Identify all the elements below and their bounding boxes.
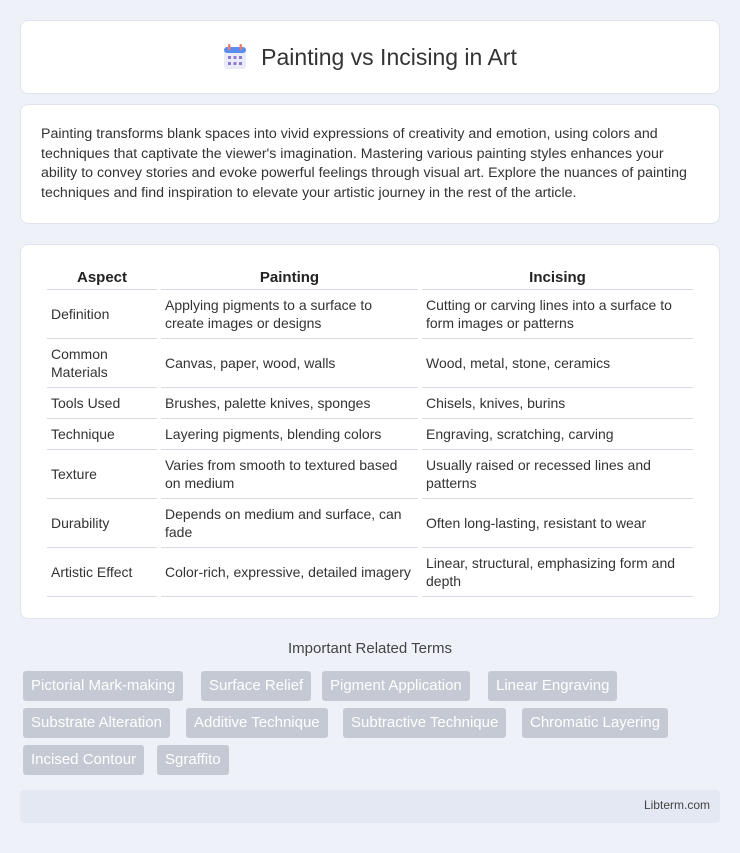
incising-cell: Engraving, scratching, carving bbox=[422, 419, 693, 450]
incising-cell: Linear, structural, emphasizing form and depth bbox=[422, 548, 693, 597]
related-terms-title: Important Related Terms bbox=[288, 640, 452, 657]
table-row bbox=[47, 290, 693, 339]
incising-cell: Cutting or carving lines into a surface to form images or patterns bbox=[422, 290, 693, 339]
related-term-tag[interactable]: Surface Relief bbox=[201, 671, 311, 701]
aspect-cell: Technique bbox=[47, 419, 157, 450]
table-row bbox=[47, 388, 693, 419]
incising-cell: Usually raised or recessed lines and patterns bbox=[422, 450, 693, 499]
aspect-cell: Tools Used bbox=[47, 388, 157, 419]
painting-cell: Canvas, paper, wood, walls bbox=[161, 339, 418, 388]
incising-cell: Wood, metal, stone, ceramics bbox=[422, 339, 693, 388]
related-term-tag[interactable]: Pictorial Mark-making bbox=[23, 671, 183, 701]
table-row bbox=[47, 339, 693, 388]
comparison-table bbox=[43, 265, 697, 597]
painting-cell: Color-rich, expressive, detailed imagery bbox=[161, 548, 418, 597]
aspect-cell: Texture bbox=[47, 450, 157, 499]
aspect-cell: Common Materials bbox=[47, 339, 157, 388]
incising-cell: Chisels, knives, burins bbox=[422, 388, 693, 419]
comparison-card bbox=[20, 244, 720, 619]
table-row bbox=[47, 419, 693, 450]
header-card bbox=[20, 20, 720, 94]
column-header: Incising bbox=[422, 265, 693, 290]
table-row bbox=[47, 450, 693, 499]
related-term-tag[interactable]: Incised Contour bbox=[23, 745, 144, 775]
page-title: Painting vs Incising in Art bbox=[261, 43, 517, 70]
related-term-tag[interactable]: Additive Technique bbox=[186, 708, 328, 738]
aspect-cell: Definition bbox=[47, 290, 157, 339]
aspect-cell: Durability bbox=[47, 499, 157, 548]
intro-card bbox=[20, 104, 720, 224]
related-term-tag[interactable]: Pigment Application bbox=[322, 671, 470, 701]
footer bbox=[20, 790, 720, 823]
intro-text: Painting transforms blank spaces into vivid expressions of creativity and emotion, using colors and techniques that captivate the viewer's imagination. Mastering various painting styles enhances your ability to convey stories and evoke powerful feelings through visual art. Explore the nuances of painting techniques and find inspiration to elevate your artistic journey in the rest of the article. bbox=[41, 126, 687, 201]
calendar-grid-icon bbox=[223, 44, 247, 70]
painting-cell: Applying pigments to a surface to create images or designs bbox=[161, 290, 418, 339]
aspect-cell: Artistic Effect bbox=[47, 548, 157, 597]
related-term-tag[interactable]: Subtractive Technique bbox=[343, 708, 506, 738]
column-header: Painting bbox=[161, 265, 418, 290]
related-term-tag[interactable]: Linear Engraving bbox=[488, 671, 617, 701]
painting-cell: Varies from smooth to textured based on medium bbox=[161, 450, 418, 499]
painting-cell: Depends on medium and surface, can fade bbox=[161, 499, 418, 548]
related-term-tag[interactable]: Chromatic Layering bbox=[522, 708, 668, 738]
related-term-tag[interactable]: Substrate Alteration bbox=[23, 708, 170, 738]
incising-cell: Often long-lasting, resistant to wear bbox=[422, 499, 693, 548]
painting-cell: Brushes, palette knives, sponges bbox=[161, 388, 418, 419]
table-row bbox=[47, 548, 693, 597]
footer-source[interactable]: Libterm.com bbox=[643, 798, 710, 812]
table-row bbox=[47, 499, 693, 548]
painting-cell: Layering pigments, blending colors bbox=[161, 419, 418, 450]
related-term-tag[interactable]: Sgraffito bbox=[157, 745, 229, 775]
column-header: Aspect bbox=[47, 265, 157, 290]
